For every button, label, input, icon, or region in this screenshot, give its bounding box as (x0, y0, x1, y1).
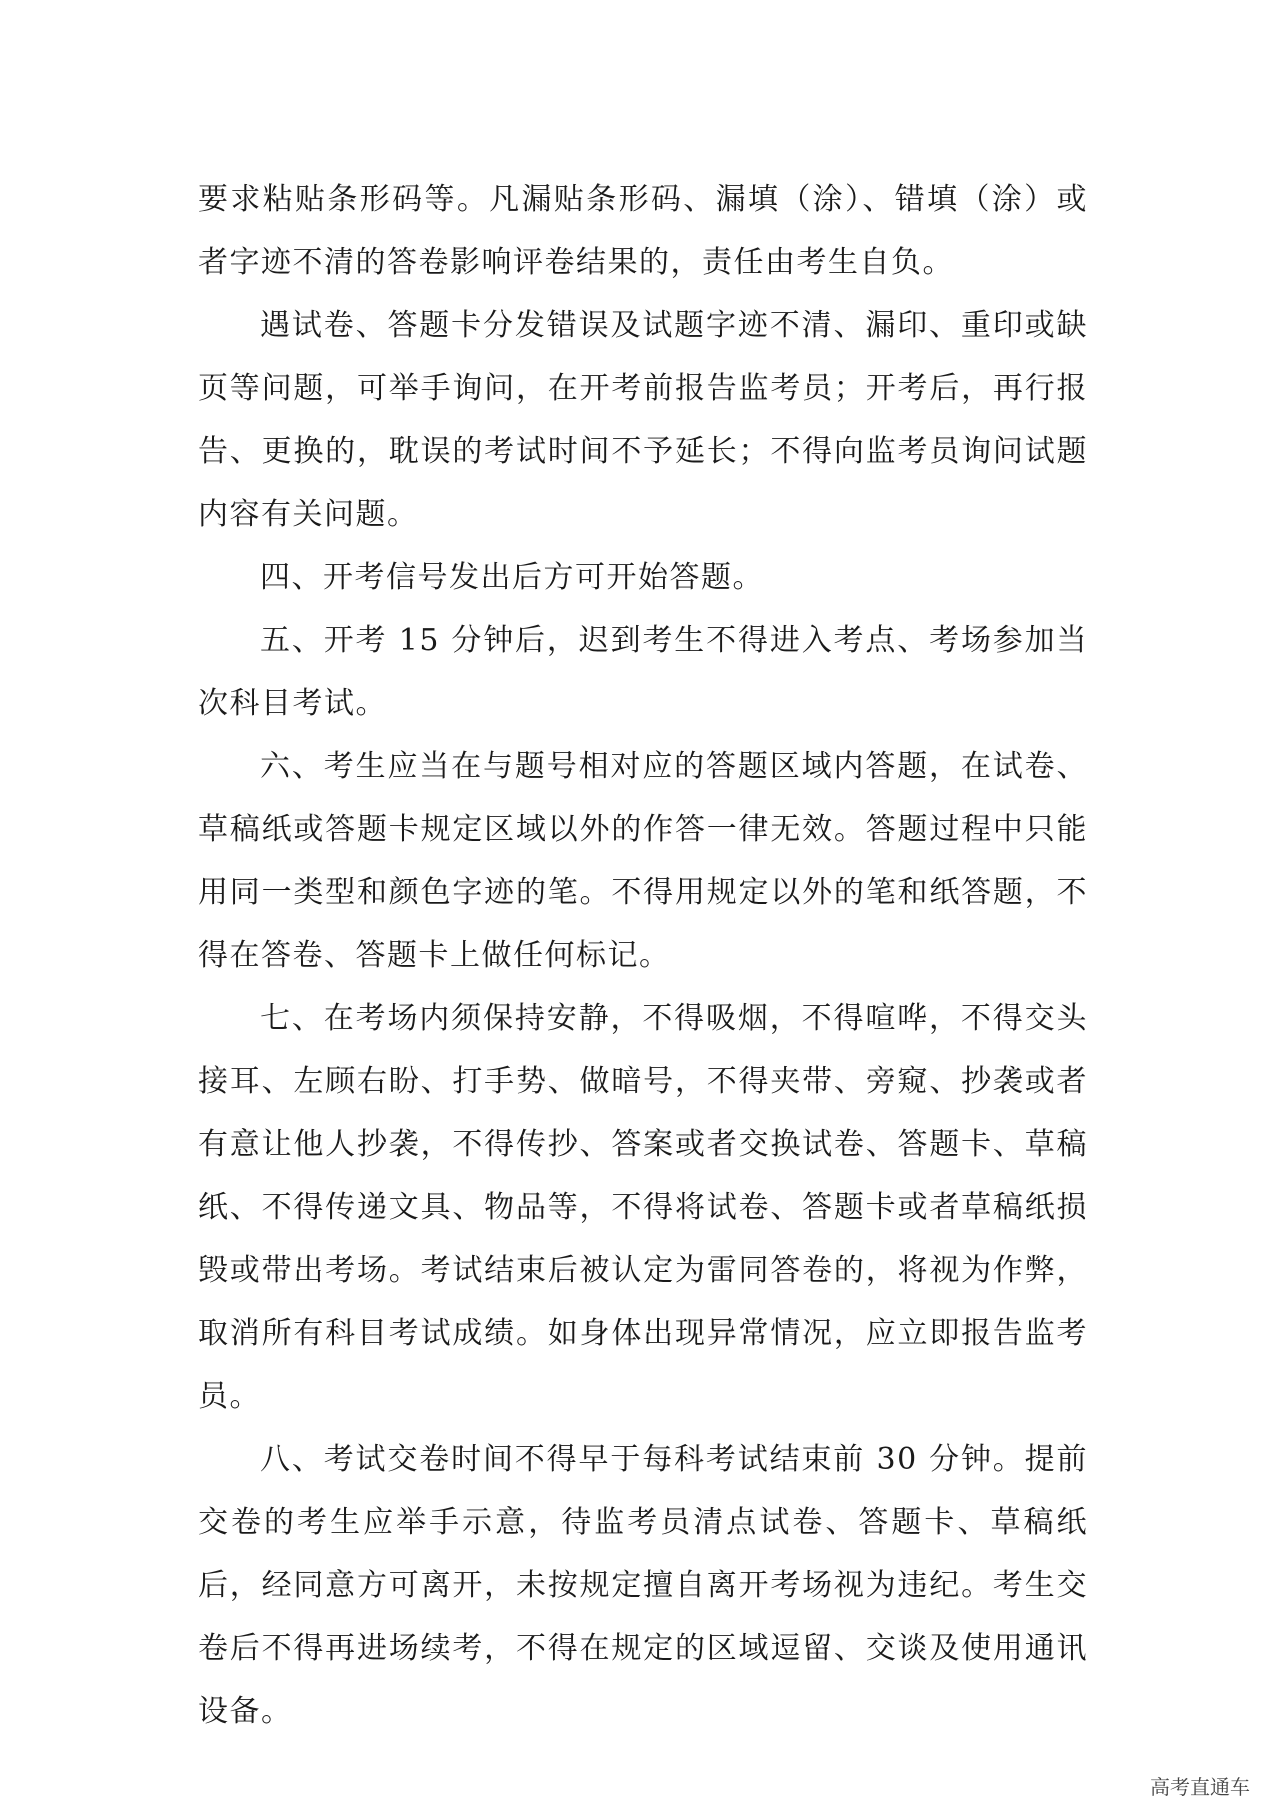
paragraph-rule-7: 七、在考场内须保持安静，不得吸烟，不得喧哗，不得交头接耳、左顾右盼、打手势、做暗号，不得夹带、旁窥、抄袭或者有意让他人抄袭，不得传抄、答案或者交换试卷、答题卡、草稿纸、不得传递文具、物品等，不得将试卷、答题卡或者草稿纸损毁或带出考场。考试结束后被认定为雷同答卷的，将视为作弊，取消所有科目考试成绩。如身体出现异常情况，应立即报告监考员。 (198, 1001, 1088, 1414)
paragraph-rule-8: 八、考试交卷时间不得早于每科考试结束前 30 分钟。提前交卷的考生应举手示意，待监考员清点试卷、答题卡、草稿纸后，经同意方可离开，未按规定擅自离开考场视为违纪。考生交卷后不得再进场续考，不得在规定的区域逗留、交谈及使用通讯设备。 (198, 1442, 1088, 1729)
paragraph-barcode-responsibility: 要求粘贴条形码等。凡漏贴条形码、漏填（涂）、错填（涂）或者字迹不清的答卷影响评卷结果的，责任由考生自负。 (198, 182, 1088, 280)
paragraph-rule-6: 六、考生应当在与题号相对应的答题区域内答题，在试卷、草稿纸或答题卡规定区域以外的作答一律无效。答题过程中只能用同一类型和颜色字迹的笔。不得用规定以外的笔和纸答题，不得在答卷、答题卡上做任何标记。 (198, 749, 1088, 973)
paragraph-paper-errors: 遇试卷、答题卡分发错误及试题字迹不清、漏印、重印或缺页等问题，可举手询问，在开考前报告监考员；开考后，再行报告、更换的，耽误的考试时间不予延长；不得向监考员询问试题内容有关问题。 (198, 308, 1088, 532)
source-watermark: 高考直通车 (1144, 1769, 1256, 1802)
paragraph-rule-4: 四、开考信号发出后方可开始答题。 (260, 560, 764, 595)
paragraph-rule-5: 五、开考 15 分钟后，迟到考生不得进入考点、考场参加当次科目考试。 (198, 623, 1088, 721)
document-body (198, 168, 1088, 1743)
